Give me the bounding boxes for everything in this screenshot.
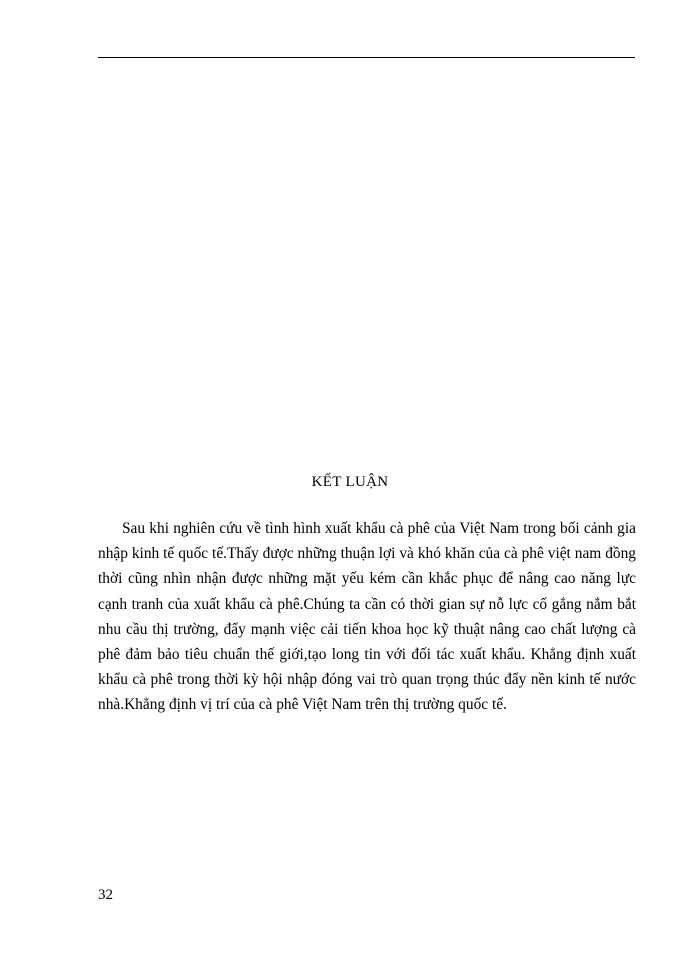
section-title: KẾT LUẬN — [311, 474, 389, 490]
conclusion-paragraph: Sau khi nghiên cứu về tình hình xuất khẩu cà phê của Việt Nam trong bối cảnh gia nhập kinh tế quốc tế.Thấy được những thuận lợi và khó khăn của cà phê việt nam đồng thời cũng nhìn nhận được những mặt yếu kém cần khắc phục để nâng cao năng lực cạnh tranh của xuất khẩu cà phê.Chúng ta cần có thời gian sự nỗ lực cố gắng nắm bắt nhu cầu thị trường, đẩy mạnh việc cải tiến khoa học kỹ thuật nâng cao chất lượng cà phê đảm bảo tiêu chuẩn thế giới,tạo long tin với đối tác xuất khẩu. Khẳng định xuất khẩu cà phê trong thời kỳ hội nhập đóng vai trò quan trọng thúc đẩy nền kinh tế nước nhà.Khẳng định vị trí của cà phê Việt Nam trên thị trường quốc tế. — [98, 520, 636, 714]
header-rule — [98, 57, 635, 58]
page-number: 32 — [98, 887, 113, 903]
